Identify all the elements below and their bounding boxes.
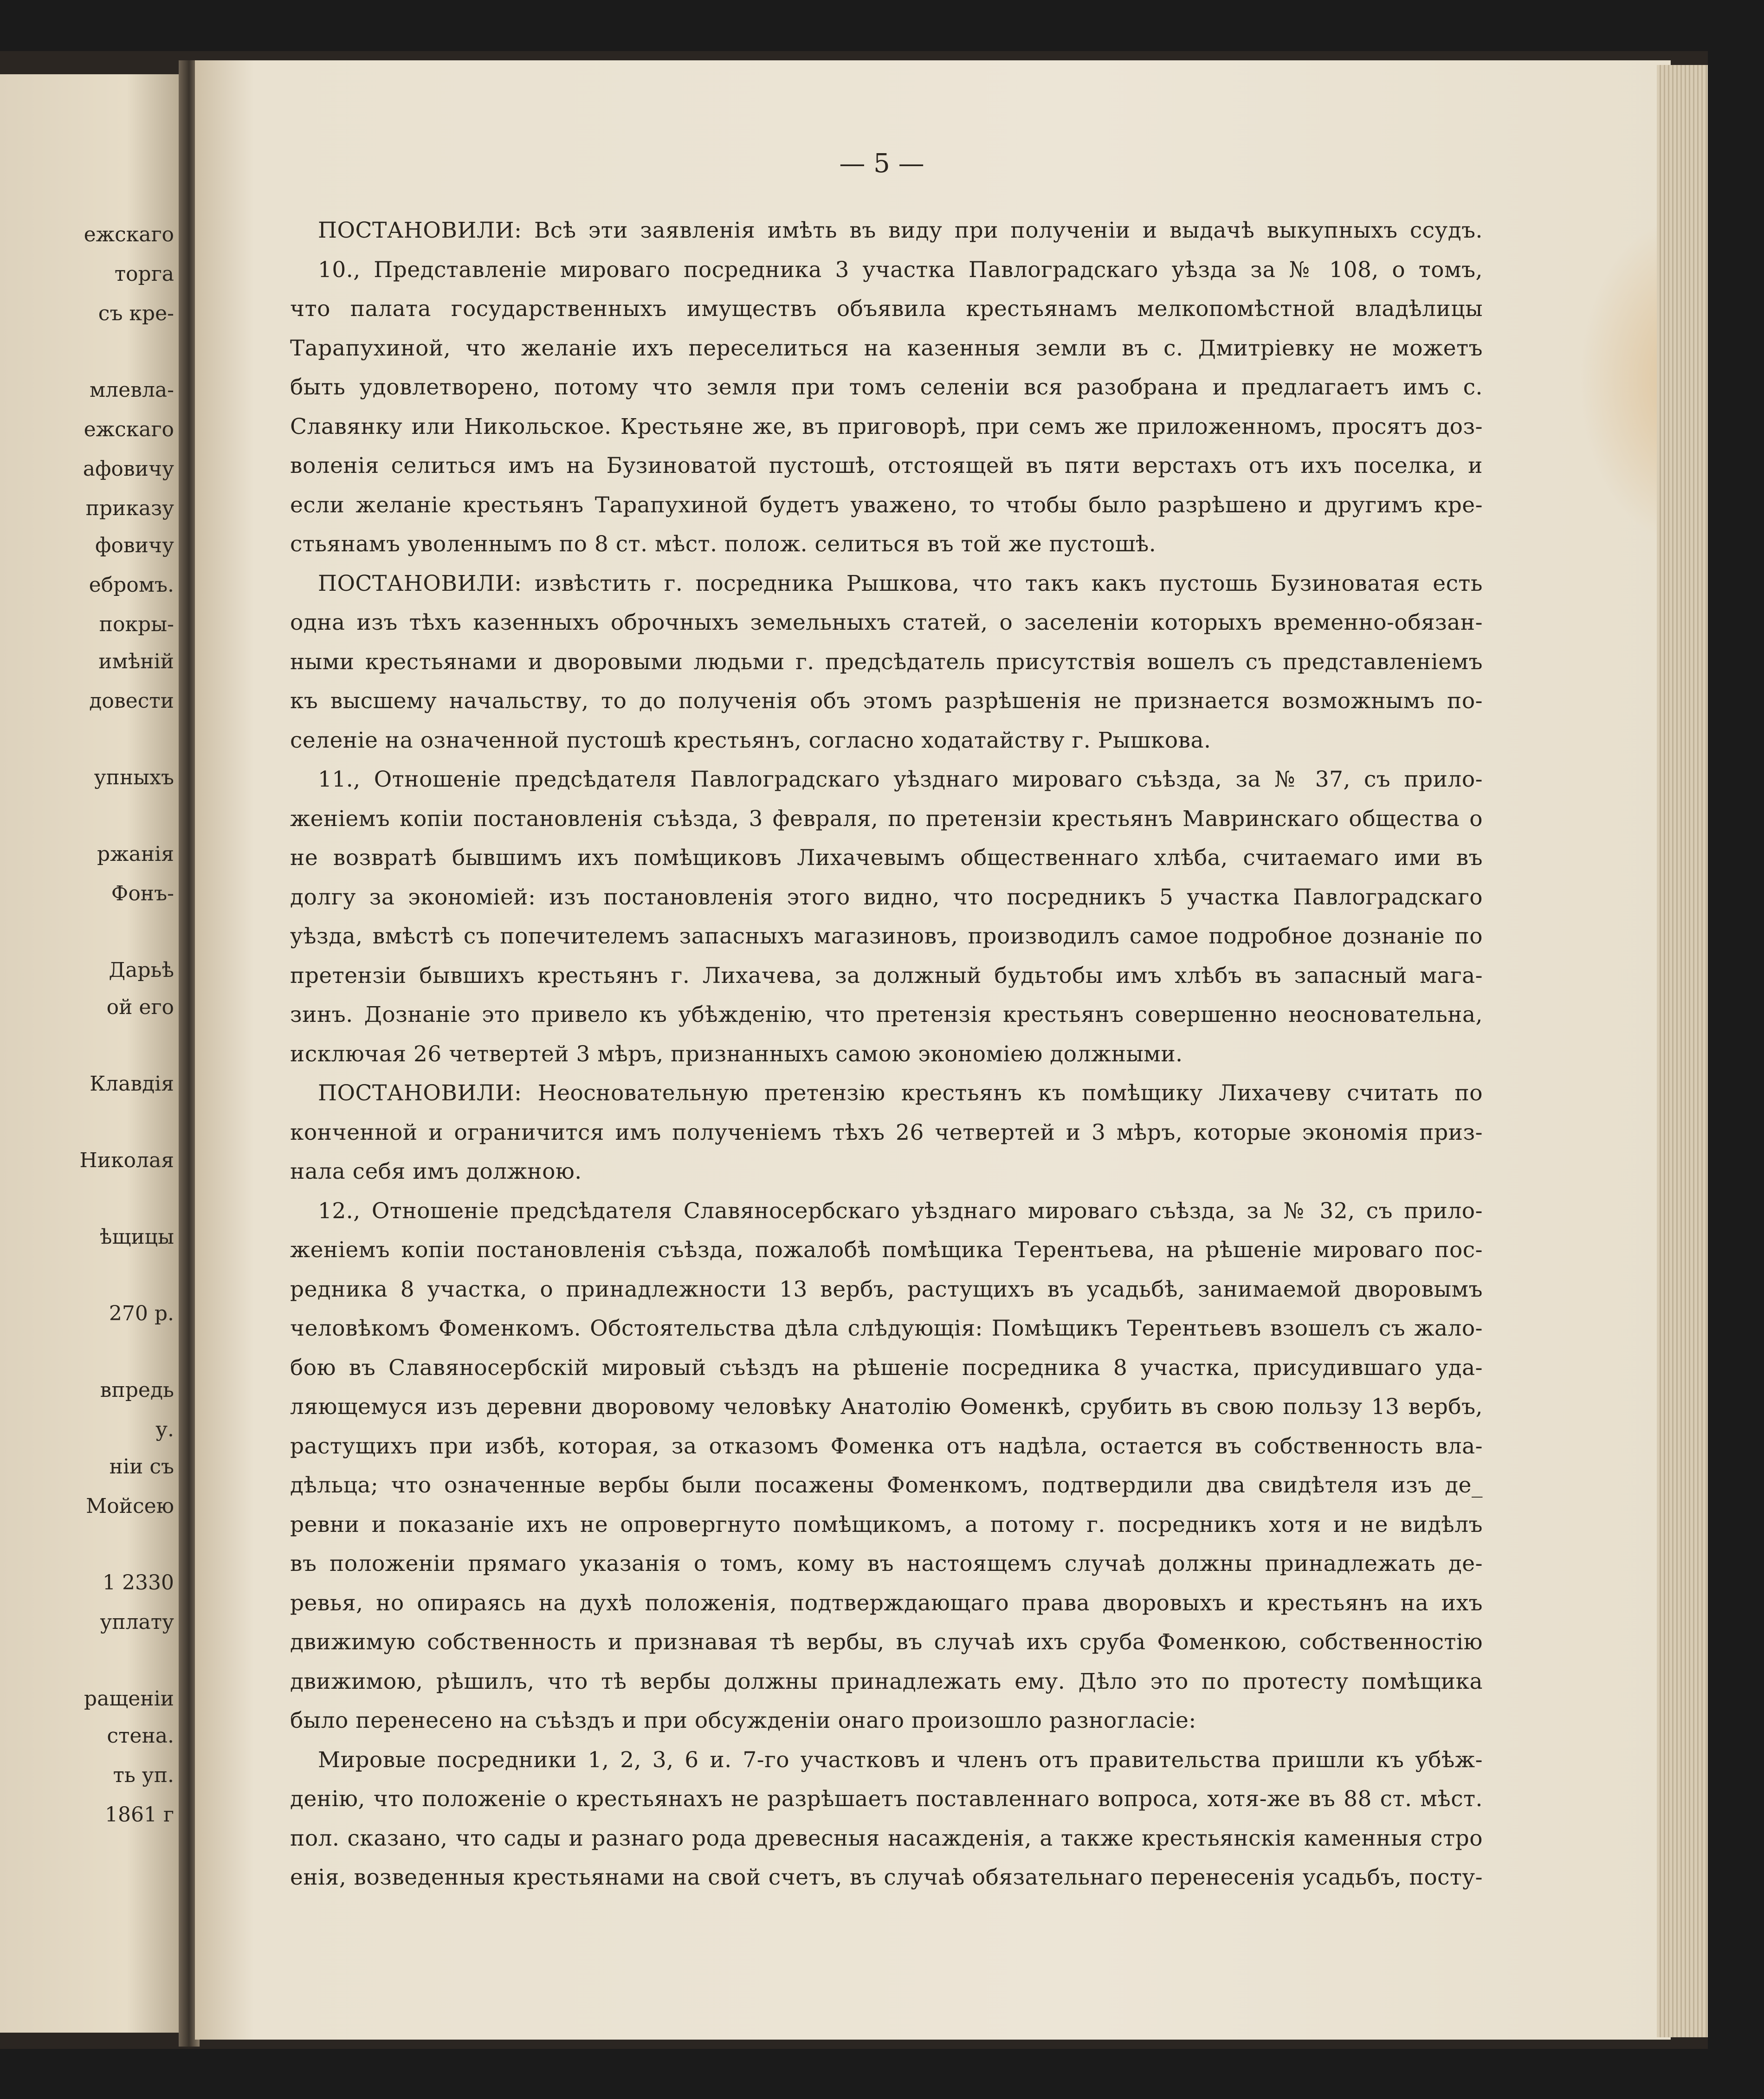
left-page-line: стена.	[107, 1724, 174, 1748]
text-line: Славянку или Никольское. Крестьяне же, въ приговорѣ, при семъ же приложенномъ, просятъ доз-	[290, 413, 1483, 439]
text-line: въ положеніи прямаго указанія о томъ, кому въ настоящемъ случаѣ должны принадлежать де-	[290, 1551, 1483, 1576]
text-line: нала себя имъ должною.	[290, 1159, 582, 1184]
text-line: человѣкомъ Фоменкомъ. Обстоятельства дѣла слѣдующія: Помѣщикъ Терентьевъ взошелъ съ жало-	[290, 1316, 1483, 1341]
left-page-line: 1861 г	[104, 1803, 174, 1827]
left-page-line: имѣній	[98, 650, 174, 673]
left-page-line: довести	[89, 689, 174, 713]
text-line: ПОСТАНОВИЛИ: Всѣ эти заявленія имѣть въ виду при полученіи и выдачѣ выкупныхъ ссудъ.	[318, 218, 1483, 243]
left-page-line: торга	[114, 262, 174, 286]
left-page-line: ніи съ	[109, 1455, 174, 1479]
text-line: 10., Представленіе мироваго посредника 3 участка Павлоградскаго уѣзда за № 108, о томъ,	[318, 257, 1483, 283]
text-line: движимою, рѣшилъ, что тѣ вербы должны принадлежать ему. Дѣло это по протесту помѣщика	[290, 1668, 1483, 1694]
text-line: 11., Отношеніе предсѣдателя Павлоградскаго уѣзднаго мироваго съѣзда, за № 37, съ прило-	[318, 767, 1483, 792]
text-line: конченной и ограничится имъ полученіемъ тѣхъ 26 четвертей и 3 мѣръ, которые экономія приз-	[290, 1119, 1483, 1145]
text-line: 12., Отношеніе предсѣдателя Славяносербскаго уѣзднаго мироваго съѣзда, за № 32, съ прило-	[318, 1198, 1483, 1224]
text-column	[290, 211, 1483, 1898]
left-page-line: у.	[155, 1418, 174, 1441]
text-line: женіемъ копіи постановленія съѣзда, 3 февраля, по претензіи крестьянъ Мавринскаго общества о	[290, 806, 1483, 832]
text-line: енія, возведенныя крестьянами на свой счетъ, въ случаѣ обязательнаго перенесенія усадьбъ, посту-	[290, 1865, 1483, 1890]
left-page-line: приказу	[85, 497, 174, 520]
left-page-line: млевла-	[89, 378, 174, 402]
text-line: ревья, но опираясь на духѣ положенія, подтверждающаго права дворовыхъ и крестьянъ на ихъ	[290, 1590, 1483, 1616]
text-line: пол. сказано, что сады и разнаго рода древесныя насажденія, а также крестьянскія каменныя стро	[290, 1825, 1483, 1851]
text-line: претензіи бывшихъ крестьянъ г. Лихачева, за должный будьтобы имъ хлѣбъ въ запасный мага-	[290, 962, 1483, 988]
left-page-line: Клавдія	[90, 1072, 174, 1096]
left-page-line: 1 2330	[103, 1571, 174, 1595]
text-line: воленія селиться имъ на Бузиноватой пустошѣ, отстоящей въ пяти верстахъ отъ ихъ поселка, и	[290, 453, 1483, 478]
text-line: исключая 26 четвертей 3 мѣръ, признанныхъ самою экономіею должными.	[290, 1041, 1183, 1067]
left-page-line: ращеніи	[84, 1687, 174, 1711]
left-page-line: Николая	[79, 1149, 174, 1172]
text-line: движимую собственность и признавая тѣ вербы, въ случаѣ ихъ сруба Фоменкою, собственностію	[290, 1629, 1483, 1655]
text-line: селеніе на означенной пустошѣ крестьянъ, согласно ходатайству г. Рышкова.	[290, 727, 1211, 753]
page-edges	[1657, 65, 1708, 2037]
text-line: ляющемуся изъ деревни дворовому человѣку Анатолію Ѳоменкѣ, срубить въ свою пользу 13 вербъ,	[290, 1394, 1483, 1420]
left-page-line: Фонъ-	[111, 882, 174, 905]
left-page-line: упныхъ	[94, 766, 174, 789]
left-page-line: съ кре-	[98, 302, 174, 325]
left-page-line: ржанія	[97, 842, 174, 866]
left-page-line: ежскаго	[84, 223, 174, 246]
left-page-line: ебромъ.	[89, 573, 174, 597]
left-page-line: ѣщицы	[99, 1225, 174, 1249]
left-page-line: фовичу	[95, 534, 174, 557]
text-line: быть удовлетворено, потому что земля при томъ селеніи вся разобрана и предлагаетъ имъ с.	[290, 375, 1483, 400]
left-page-line: 270 р.	[109, 1302, 174, 1325]
left-page-line: покры-	[99, 613, 174, 636]
left-page-line: Мойсею	[86, 1494, 174, 1518]
text-line: женіемъ копіи постановленія съѣзда, пожалобѣ помѣщика Терентьева, на рѣшеніе мироваго пос-	[290, 1237, 1483, 1263]
text-line: редника 8 участка, о принадлежности 13 вербъ, растущихъ въ усадьбѣ, занимаемой дворовымъ	[290, 1276, 1483, 1302]
page-number: — 5 —	[839, 149, 924, 179]
text-line: уѣзда, вмѣстѣ съ попечителемъ запасныхъ магазиновъ, производилъ самое подробное дознаніе по	[290, 924, 1483, 949]
text-line: одна изъ тѣхъ казенныхъ оброчныхъ земельныхъ статей, о заселеніи которыхъ временно-обязан-	[290, 610, 1483, 635]
text-line: къ высшему начальству, то до полученія объ этомъ разрѣшенія не признается возможнымъ по-	[290, 688, 1483, 714]
text-line: дѣльца; что означенные вербы были посажены Фоменкомъ, подтвердили два свидѣтеля изъ де_	[290, 1473, 1483, 1498]
text-line: зинъ. Дознаніе это привело къ убѣжденію, что претензія крестьянъ совершенно неосновательна,	[290, 1002, 1483, 1027]
text-line: стьянамъ уволеннымъ по 8 ст. мѣст. полож. селиться въ той же пустошѣ.	[290, 531, 1157, 557]
left-page	[0, 74, 181, 2033]
text-line: бою въ Славяносербскій мировый съѣздъ на рѣшеніе посредника 8 участка, присудившаго уда-	[290, 1355, 1483, 1381]
text-line: денію, что положеніе о крестьянахъ не разрѣшаетъ поставленнаго вопроса, хотя-же въ 88 ст. мѣст.	[290, 1786, 1483, 1812]
left-page-line: впредь	[100, 1378, 174, 1402]
text-line: ревни и показаніе ихъ не опровергнуто помѣщикомъ, а потому г. посредникъ хотя и не видѣлъ	[290, 1511, 1483, 1537]
text-line: долгу за экономіей: изъ постановленія этого видно, что посредникъ 5 участка Павлоградскаго	[290, 884, 1483, 910]
text-line: Мировые посредники 1, 2, 3, 6 и. 7-го участковъ и членъ отъ правительства пришли къ убѣж-	[318, 1747, 1483, 1773]
text-line: растущихъ при избѣ, которая, за отказомъ Фоменка отъ надѣла, остается въ собственность вла-	[290, 1433, 1483, 1459]
left-page-line: афовичу	[83, 457, 174, 481]
left-page-line: уплату	[100, 1610, 174, 1634]
left-page-line: ть уп.	[113, 1763, 174, 1787]
text-line: ПОСТАНОВИЛИ: извѣстить г. посредника Рышкова, что такъ какъ пустошь Бузиноватая есть	[318, 570, 1483, 596]
text-line: ПОСТАНОВИЛИ: Неосновательную претензію крестьянъ къ помѣщику Лихачеву считать по	[318, 1080, 1483, 1106]
text-line: ными крестьянами и дворовыми людьми г. предсѣдатель присутствія вошелъ съ представленіемъ	[290, 649, 1483, 675]
text-line: было перенесено на съѣздъ и при обсужденіи онаго произошло разногласіе:	[290, 1708, 1196, 1733]
left-page-line: ой его	[106, 995, 174, 1019]
text-line: если желаніе крестьянъ Тарапухиной будетъ уважено, то чтобы было разрѣшено и другимъ кре-	[290, 492, 1483, 518]
text-line: что палата государственныхъ имуществъ объявила крестьянамъ мелкопомѣстной владѣлицы	[290, 296, 1483, 322]
text-line: не возвратѣ бывшимъ ихъ помѣщиковъ Лихачевымъ общественнаго хлѣба, считаемаго ими въ	[290, 845, 1483, 871]
left-page-line: ежскаго	[84, 418, 174, 441]
left-page-line: Дарьѣ	[109, 958, 174, 982]
text-line: Тарапухиной, что желаніе ихъ переселиться на казенныя земли въ с. Дмитріевку не можетъ	[290, 335, 1483, 361]
